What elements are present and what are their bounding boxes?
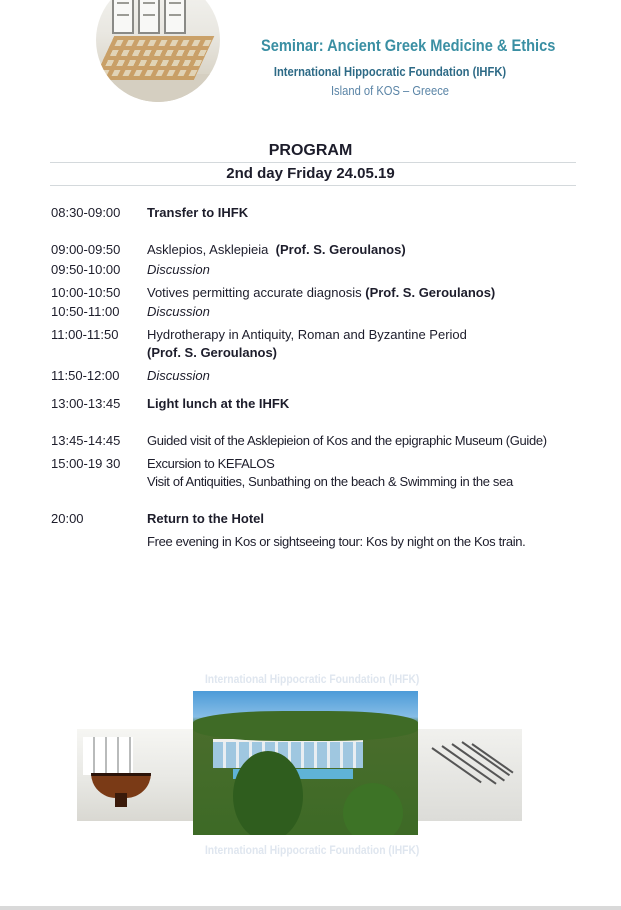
talk-title: Asklepios, Asklepieia [147,242,269,257]
footer-caption: International Hippocratic Foundation (IHFK) [204,843,420,857]
schedule-event [147,326,587,362]
schedule-time: 11:50-12:00 [51,368,120,383]
day-title: 2nd day Friday 24.05.19 [226,165,395,182]
schedule-event [147,510,587,551]
instrument [431,747,481,783]
seminar-title: Seminar: Ancient Greek Medicine & Ethics [261,36,556,55]
schedule-event [147,455,587,491]
speaker: (Prof. S. Geroulanos) [275,242,406,257]
speaker: (Prof. S. Geroulanos) [147,345,278,360]
organization-name: International Hippocratic Foundation (IHFK) [273,64,507,79]
event-title: Return to the Hotel [147,511,264,526]
event-detail: Visit of Antiquities, Sunbathing on the beach & Swimming in the sea [147,474,513,489]
schedule-time: 09:00-09:50 [51,242,121,257]
window [83,737,133,775]
footer-caption: International Hippocratic Foundation (IHFK) [204,672,420,686]
foundation-building-photo [193,691,418,835]
schedule-time: 10:00-10:50 [51,285,121,300]
schedule-time: 09:50-10:00 [51,262,121,277]
schedule-time: 10:50-11:00 [51,304,120,319]
surgical-instruments-photo [418,729,522,821]
vase-stem [115,793,127,807]
forest [193,711,418,741]
location-text: Island of KOS – Greece [330,83,450,98]
schedule-event: Transfer to IHFK [147,205,249,220]
talk-title: Hydrotherapy in Antiquity, Roman and Byzantine Period [147,327,467,342]
instrument [461,741,510,776]
talk-title: Votives permitting accurate diagnosis [147,285,362,300]
schedule-time: 08:30-09:00 [51,205,121,220]
event-detail: Free evening in Kos or sightseeing tour: Kos by night on the Kos train. [147,534,526,549]
tree [343,783,403,835]
schedule-time: 20:00 [51,511,84,526]
schedule-event: Light lunch at the IHFK [147,396,290,411]
museum-vase-photo [77,729,193,821]
speaker: (Prof. S. Geroulanos) [365,285,496,300]
schedule-time: 11:00-11:50 [51,327,119,342]
schedule-event: Guided visit of the Asklepieion of Kos and the epigraphic Museum (Guide) [147,433,547,448]
event-title: Excursion to KEFALOS [147,456,275,471]
instrument [441,745,496,784]
schedule-time: 13:00-13:45 [51,396,121,411]
schedule-event: Discussion [147,368,210,383]
schedule-time: 13:45-14:45 [51,433,121,448]
tree [233,751,303,835]
schedule-time: 15:00-19 30 [51,456,121,471]
schedule-event: Discussion [147,262,210,277]
schedule-event: Discussion [147,304,210,319]
page-edge [0,906,621,910]
program-title: PROGRAM [268,142,353,159]
schedule-event [147,284,587,302]
schedule-event [147,241,587,259]
